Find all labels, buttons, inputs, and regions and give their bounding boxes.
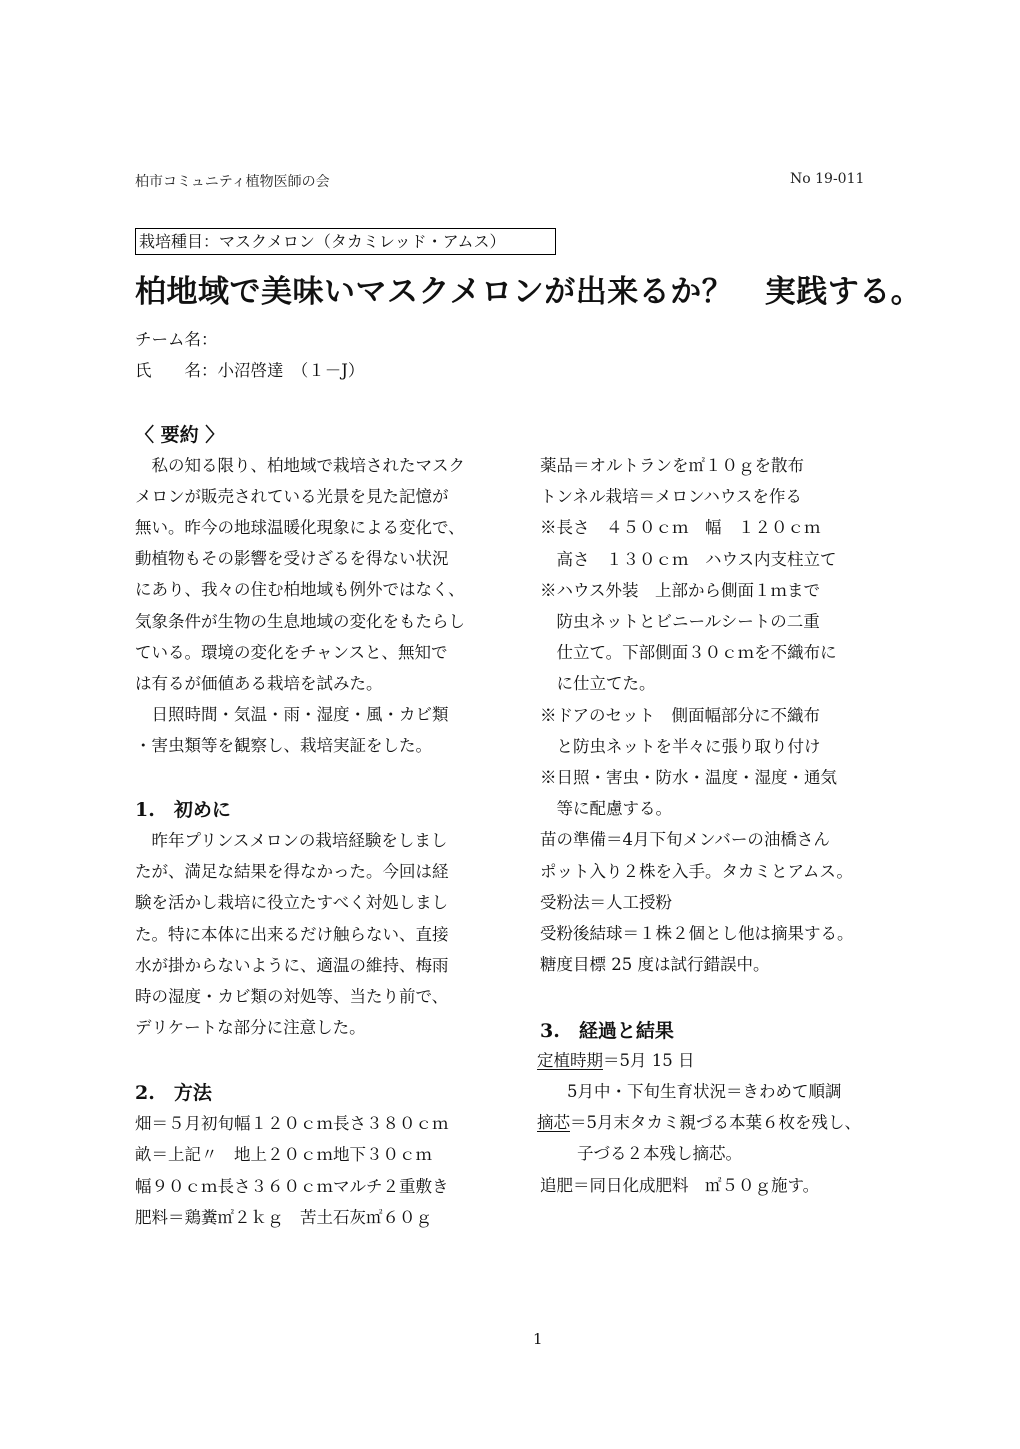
text-line: ※長さ ４５０ｃｍ 幅 １２０ｃｍ (540, 518, 821, 538)
name-line (135, 357, 364, 381)
text-line: 仕立て。下部側面３０ｃｍを不織布に (540, 643, 837, 663)
org-name: 柏市コミュニティ植物医師の会 (135, 174, 330, 190)
text-line: に仕立てた。 (540, 674, 656, 694)
text-line: ている。環境の変化をチャンスと、無知で (135, 642, 448, 662)
name-value: 小沼啓達 （１－J） (217, 361, 365, 380)
summary-heading: 〈 要約 〉 (135, 424, 225, 446)
text-line: 私の知る限り、柏地域で栽培されたマスク (135, 456, 465, 475)
text-line: ポット入り２株を入手。タカミとアムス。 (540, 861, 853, 881)
text-line: ※ハウス外装 上部から側面１ｍまで (540, 580, 821, 600)
text-line: 薬品＝オルトランを㎡１０ｇを散布 (540, 456, 804, 475)
growth-status: 5月中・下旬生育状況＝きわめて順調 (567, 1082, 842, 1101)
results-heading: 3. 経過と結果 (540, 1020, 674, 1042)
text-line: 糖度目標 25 度は試行錯誤中。 (540, 955, 770, 975)
text-line: 動植物もその影響を受けざるを得ない状況 (135, 549, 449, 569)
text-line: 験を活かし栽培に役立たすべく対処しまし (135, 893, 449, 913)
text-line: たが、満足な結果を得なかった。今回は経 (135, 862, 449, 882)
doc-number: No 19-011 (790, 171, 865, 187)
planting-value: ＝5月 15 日 (603, 1051, 695, 1070)
planting-date (537, 1047, 694, 1071)
team-label: チーム名： (135, 330, 218, 349)
text-line: 受粉後結球＝１株２個とし他は摘果する。 (540, 924, 854, 943)
method-heading: 2. 方法 (135, 1082, 212, 1104)
text-line: 畑＝５月初旬幅１２０ｃｍ長さ３８０ｃｍ (135, 1114, 449, 1133)
text-line: ※日照・害虫・防水・温度・湿度・通気 (540, 768, 837, 787)
text-line: 幅９０ｃｍ長さ３６０ｃｍマルチ２重敷き (135, 1176, 449, 1196)
planting-label: 定植時期 (537, 1051, 603, 1070)
text-line: トンネル栽培＝メロンハウスを作る (540, 487, 802, 507)
pinching-value: ＝5月末タカミ親づる本葉６枚を残し、 (570, 1113, 861, 1132)
text-line: 水が掛からないように、適温の維持、梅雨 (135, 955, 449, 975)
text-line: にあり、我々の住む柏地域も例外ではなく、 (135, 580, 465, 600)
text-line: 等に配慮する。 (540, 799, 672, 819)
text-line: と防虫ネットを半々に張り取り付け (540, 736, 821, 756)
page-number: 1 (533, 1330, 543, 1348)
intro-heading: 1. 初めに (135, 799, 231, 821)
text-line: 気象条件が生物の生息地域の変化をもたらし (135, 611, 465, 631)
text-line: 肥料＝鶏糞㎡２ｋｇ 苦土石灰㎡６０ｇ (135, 1207, 432, 1227)
text-line: 防虫ネットとビニールシートの二重 (540, 612, 820, 631)
text-line: 高さ １３０ｃｍ ハウス内支柱立て (540, 549, 837, 569)
pinching-label: 摘芯 (537, 1113, 570, 1132)
name-label: 氏 名： (135, 361, 218, 380)
text-line: は有るが価値ある栽培を試みた。 (135, 673, 383, 693)
pinching-line (537, 1109, 861, 1133)
text-line: デリケートな部分に注意した。 (135, 1018, 366, 1038)
text-line: 昨年プリンスメロンの栽培経験をしまし (135, 831, 448, 850)
text-line: ・害虫類等を観察し、栽培実証をした。 (135, 735, 432, 755)
text-line: メロンが販売されている光景を見た記憶が (135, 487, 449, 507)
text-line: 畝＝上記〃 地上２０ｃｍ地下３０ｃｍ (135, 1145, 432, 1165)
text-line: 苗の準備＝4月下旬メンバーの油橋さん (540, 830, 830, 850)
fertilizer-line: 追肥＝同日化成肥料 ㎡５０ｇ施す。 (540, 1176, 820, 1195)
page-title: 柏地域で美味いマスクメロンが出来るか？ 実践する。 (135, 274, 923, 310)
text-line: 日照時間・気温・雨・湿度・風・カビ類 (135, 704, 449, 724)
text-line: 時の湿度・カビ類の対処等、当たり前で、 (135, 987, 449, 1006)
text-line: た。特に本体に出来るだけ触らない、直接 (135, 924, 449, 944)
text-line: ※ドアのセット 側面幅部分に不織布 (540, 705, 821, 725)
crop-label-box: 栽培種目：マスクメロン（タカミレッド・アムス） (135, 228, 556, 255)
text-line: 無い。昨今の地球温暖化現象による変化で、 (135, 518, 465, 538)
text-line: 受粉法＝人工授粉 (540, 892, 672, 912)
pinching-continued: 子づる２本残し摘芯。 (577, 1144, 742, 1163)
